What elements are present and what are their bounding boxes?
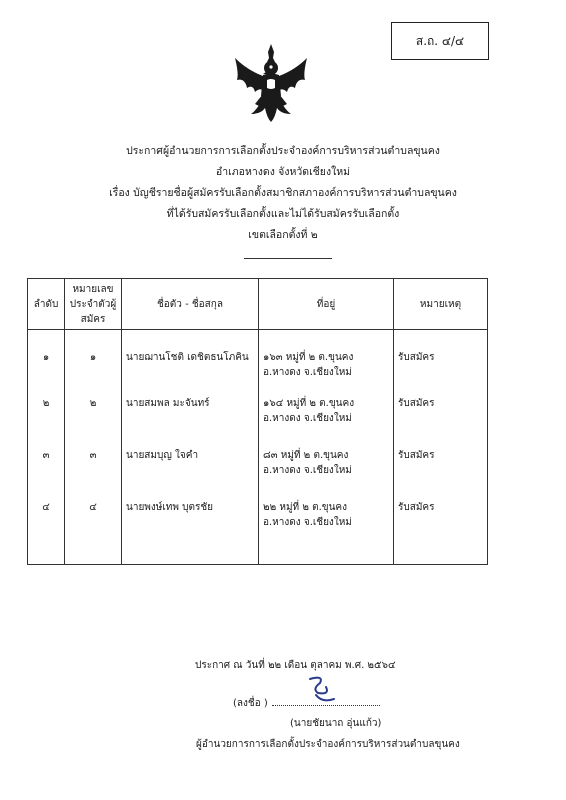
- cell-remark: รับสมัคร: [394, 330, 488, 397]
- cell-address: [259, 500, 394, 565]
- address-line-1: ๘๓ หมู่ที่ ๒ ต.ขุนคง: [263, 450, 349, 461]
- cell-name: นายสมบุญ ใจคำ: [122, 448, 259, 500]
- form-code-text: ส.ถ. ๔/๔: [415, 33, 465, 48]
- cell-remark: รับสมัคร: [394, 396, 488, 448]
- announcement-header: [0, 141, 566, 246]
- address-line-2: อ.หางดง จ.เชียงใหม่: [263, 413, 352, 424]
- col-header-address: ที่อยู่: [259, 279, 394, 330]
- address-line-2: อ.หางดง จ.เชียงใหม่: [263, 465, 352, 476]
- cell-number: ๓: [65, 448, 122, 500]
- header-line-4: ที่ได้รับสมัครรับเลือกตั้งและไม่ได้รับสมัครรับเลือกตั้ง: [166, 208, 400, 220]
- form-code-box: [391, 22, 489, 60]
- table-row: [28, 500, 488, 565]
- col-header-order: ลำดับ: [28, 279, 65, 330]
- col-header-name: ชื่อตัว - ชื่อสกุล: [122, 279, 259, 330]
- cell-name: นายพงษ์เทพ บุตรชัย: [122, 500, 259, 565]
- col-header-remark: หมายเหตุ: [394, 279, 488, 330]
- cell-order: ๔: [28, 500, 65, 565]
- table-row: [28, 448, 488, 500]
- cell-address: [259, 330, 394, 397]
- signer-name: (นายชัยนาถ อุ่นแก้ว): [290, 718, 382, 729]
- cell-number: ๑: [65, 330, 122, 397]
- address-line-2: อ.หางดง จ.เชียงใหม่: [263, 367, 352, 378]
- sign-label: (ลงชื่อ ): [233, 698, 268, 709]
- cell-address: [259, 396, 394, 448]
- header-line-3: เรื่อง บัญชีรายชื่อผู้สมัครรับเลือกตั้งสมาชิกสภาองค์การบริหารส่วนตำบลขุนคง: [109, 187, 457, 199]
- cell-order: ๒: [28, 396, 65, 448]
- cell-remark: รับสมัคร: [394, 500, 488, 565]
- cell-number: ๔: [65, 500, 122, 565]
- address-line-2: อ.หางดง จ.เชียงใหม่: [263, 517, 352, 528]
- signer-title: ผู้อำนวยการการเลือกตั้งประจำองค์การบริหารส่วนตำบลขุนคง: [196, 739, 460, 750]
- announcement-date: ประกาศ ณ วันที่ ๒๒ เดือน ตุลาคม พ.ศ. ๒๕๖๔: [195, 660, 396, 671]
- candidates-table: [27, 278, 488, 565]
- signature-line: [233, 696, 566, 711]
- cell-number: ๒: [65, 396, 122, 448]
- address-line-1: ๑๖๔ หมู่ที่ ๒ ต.ขุนคง: [263, 398, 355, 409]
- table-row: [28, 396, 488, 448]
- cell-remark: รับสมัคร: [394, 448, 488, 500]
- table-header-row: [28, 279, 488, 330]
- cell-name: นายสมพล มะจันทร์: [122, 396, 259, 448]
- cell-order: ๓: [28, 448, 65, 500]
- header-line-2: อำเภอหางดง จังหวัดเชียงใหม่: [215, 166, 351, 178]
- header-line-5: เขตเลือกตั้งที่ ๒: [248, 229, 318, 241]
- col-header-number: หมายเลขประจำตัวผู้สมัคร: [65, 279, 122, 330]
- signature-dotted-line: [272, 705, 380, 706]
- cell-address: [259, 448, 394, 500]
- cell-name: นายฌานโชติ เดชิตธนโภคิน: [122, 330, 259, 397]
- header-line-1: ประกาศผู้อำนวยการการเลือกตั้งประจำองค์การบริหารส่วนตำบลขุนคง: [126, 145, 440, 157]
- cell-order: ๑: [28, 330, 65, 397]
- address-line-1: ๒๒ หมู่ที่ ๒ ต.ขุนคง: [263, 502, 348, 513]
- header-divider: [244, 258, 332, 259]
- garuda-emblem-icon: [233, 44, 309, 126]
- table-row: [28, 330, 488, 397]
- address-line-1: ๑๖๓ หมู่ที่ ๒ ต.ขุนคง: [263, 352, 354, 363]
